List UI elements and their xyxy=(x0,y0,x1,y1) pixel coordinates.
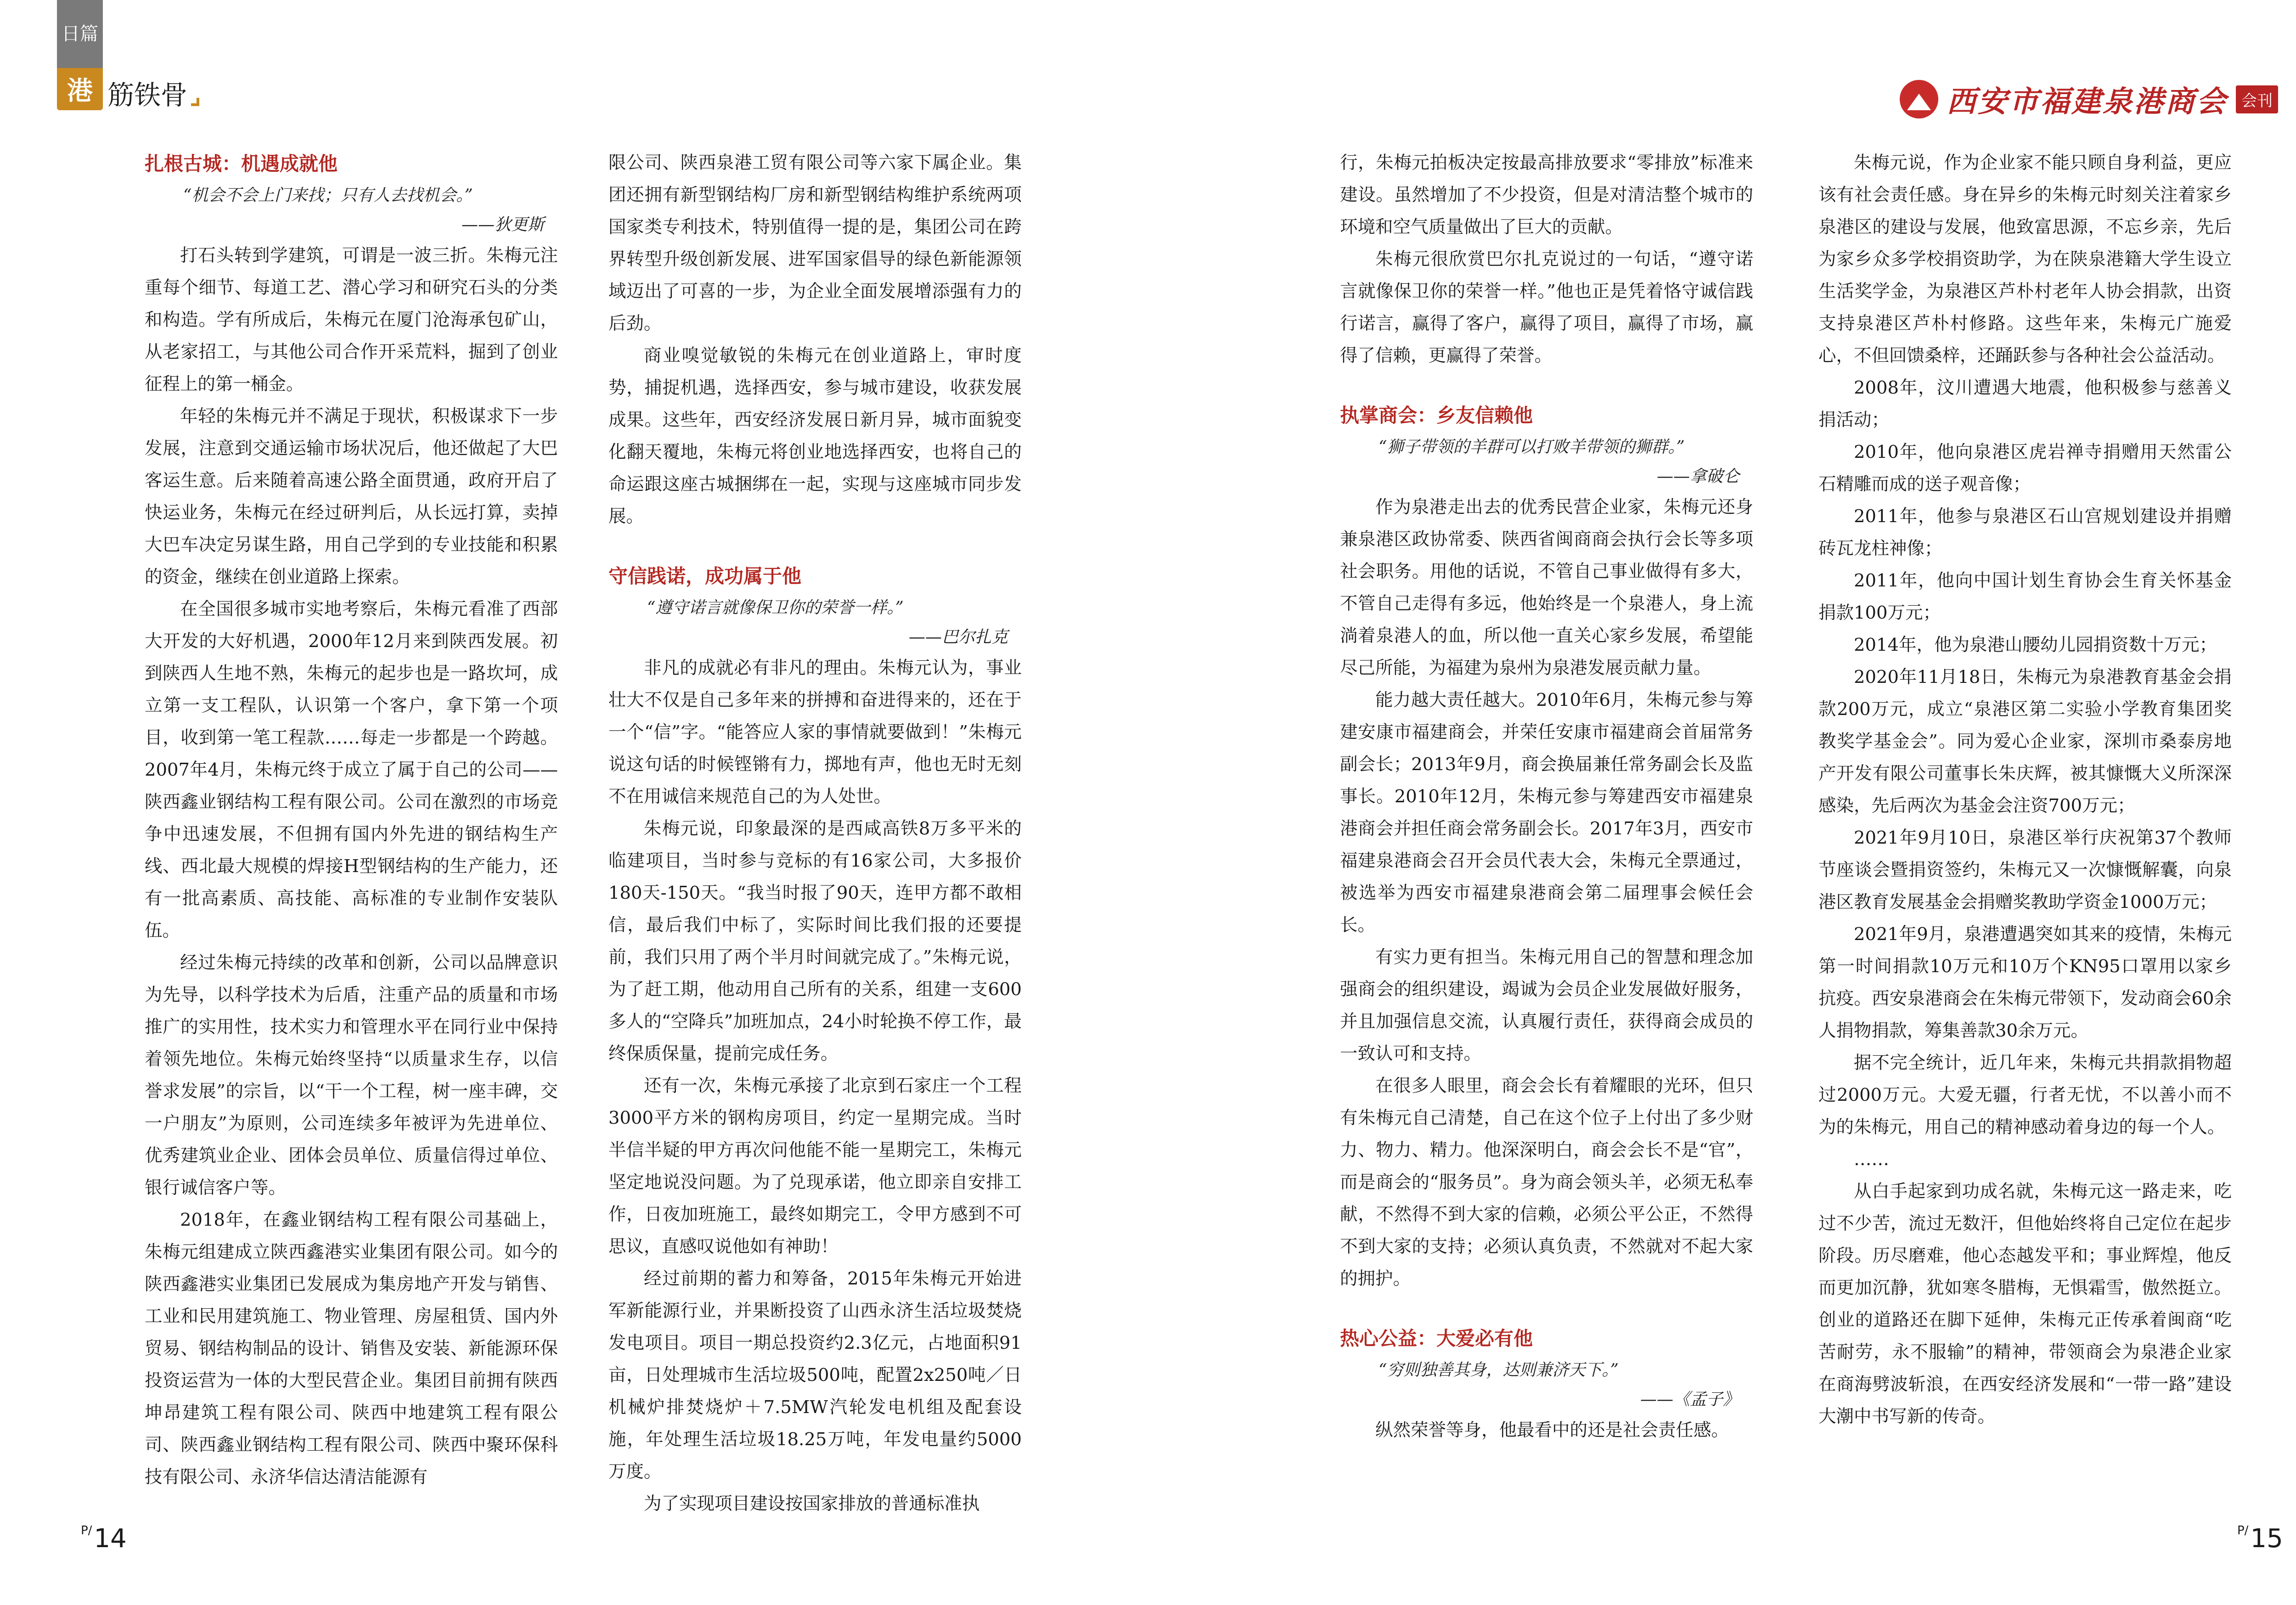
epigraph-attribution: ——《孟子》 xyxy=(1640,1390,1739,1409)
section-heading: 热心公益：大爱必有他 xyxy=(1340,1327,1533,1350)
body-paragraph: 在全国很多城市实地考察后，朱梅元看准了西部大开发的大好机遇，2000年12月来到陕西发展。初到陕西人生地不熟，朱梅元的起步也是一路坎坷，成立第一支工程队，认识第一个客户，拿下第一个项目，收到第一笔工程款……每走一步都是一个跨越。2007年4月，朱梅元终于成立了属于自己的公司——陕西鑫业钢结构工程有限公司。公司在激烈的市场竞争中迅速发展，不但拥有国内外先进的钢结构生产线、西北最大规模的焊接H型钢结构的生产能力，还有一批高素质、高技能、高标准的专业制作安装队伍。 xyxy=(145,599,558,941)
publication-badge: 会刊 xyxy=(2236,85,2278,113)
article-column-3 xyxy=(1340,147,1753,1447)
chamber-emblem-icon xyxy=(1900,80,1938,118)
body-paragraph: 2011年，他向中国计划生育协会生育关怀基金捐款100万元； xyxy=(1818,570,2232,623)
epigraph-quote: “狮子带领的羊群可以打败羊带领的狮群。” xyxy=(1379,438,1685,456)
body-paragraph: 还有一次，朱梅元承接了北京到石家庄一个工程3000平方米的钢构房项目，约定一星期完成。当时半信半疑的甲方再次问他能不能一星期完工，朱梅元坚定地说没问题。为了兑现承诺，他立即亲自安排工作，日夜加班施工，最终如期完工，令甲方感到不可思议，直感叹说他如有神助！ xyxy=(608,1076,1022,1257)
body-paragraph: 为了实现项目建设按国家排放的普通标准执 xyxy=(644,1493,980,1514)
body-paragraph: 2020年11月18日，朱梅元为泉港教育基金会捐款200万元，成立“泉港区第二实验小学教育集团奖教奖学基金会”。同为爱心企业家，深圳市桑泰房地产开发有限公司董事长朱庆辉，被其慷慨大义所深深感染，先后两次为基金会注资700万元； xyxy=(1818,667,2232,816)
body-paragraph: 据不完全统计，近几年来，朱梅元共捐款捐物超过2000万元。大爱无疆，行者无忧，不以善小而不为的朱梅元，用自己的精神感动着身边的每一个人。 xyxy=(1818,1053,2232,1138)
body-paragraph: 作为泉港走出去的优秀民营企业家，朱梅元还身兼泉港区政协常委、陕西省闽商商会执行会长等多项社会职务。用他的话说，不管自己事业做得有多大，不管自己走得有多远，他始终是一个泉港人，身上流淌着泉港人的血，所以他一直关心家乡发展，希望能尽己所能，为福建为泉州为泉港发展贡献力量。 xyxy=(1340,497,1753,678)
page-number-right-text: 15 xyxy=(2250,1524,2283,1554)
section-heading: 守信践诺，成功属于他 xyxy=(608,565,802,587)
body-paragraph: 纵然荣誉等身，他最看中的还是社会责任感。 xyxy=(1375,1420,1729,1441)
article-column-4 xyxy=(1818,147,2232,1433)
epigraph-attribution: ——拿破仑 xyxy=(1656,467,1739,486)
publication-name: 西安市福建泉港商会 xyxy=(1947,84,2228,119)
body-paragraph: 朱梅元说，作为企业家不能只顾自身利益，更应该有社会责任感。身在异乡的朱梅元时刻关注着家乡泉港区的建设与发展，他致富思源，不忘乡亲，先后为家乡众多学校捐资助学，为在陕泉港籍大学生设立生活奖学金，为泉港区芦朴村老年人协会捐款，出资支持泉港区芦朴村修路。这些年来，朱梅元广施爱心，不但回馈桑梓，还踊跃参与各种社会公益活动。 xyxy=(1818,152,2232,366)
body-paragraph: 经过前期的蓄力和筹备，2015年朱梅元开始进军新能源行业，并果断投资了山西永济生活垃圾焚烧发电项目。项目一期总投资约2.3亿元，占地面积91亩，日处理城市生活垃圾500吨，配置2x250吨／日机械炉排焚烧炉＋7.5MW汽轮发电机组及配套设施，年处理生活垃圾18.25万吨，年发电量约5000万度。 xyxy=(608,1268,1022,1482)
page-marker-icon: P/ xyxy=(81,1524,92,1537)
epigraph-quote: “机会不会上门来找；只有人去找机会。” xyxy=(183,186,473,205)
corner-mark-icon xyxy=(191,98,199,106)
magazine-logo-icon: 港 xyxy=(57,68,103,110)
body-paragraph: 从白手起家到功成名就，朱梅元这一路走来，吃过不少苦，流过无数汗，但他始终将自己定位在起步阶段。历尽磨难，他心态越发平和；事业辉煌，他反而更加沉静，犹如寒冬腊梅，无惧霜雪，傲然挺立。创业的道路还在脚下延伸，朱梅元正传承着闽商“吃苦耐劳，永不服输”的精神，带领商会为泉港企业家在商海劈波斩浪，在西安经济发展和“一带一路”建设大潮中书写新的传奇。 xyxy=(1818,1181,2232,1427)
publication-header xyxy=(1900,77,2278,121)
body-paragraph: 2008年，汶川遭遇大地震，他积极参与慈善义捐活动； xyxy=(1818,377,2232,430)
body-paragraph: 2011年，他参与泉港区石山宫规划建设并捐赠砖瓦龙柱神像； xyxy=(1818,506,2232,559)
body-paragraph: 能力越大责任越大。2010年6月，朱梅元参与筹建安康市福建商会，并荣任安康市福建商会首届常务副会长；2013年9月，商会换届兼任常务副会长及监事长。2010年12月，朱梅元参与筹建西安市福建泉港商会并担任商会常务副会长。2017年3月，西安市福建泉港商会召开会员代表大会，朱梅元全票通过，被选举为西安市福建泉港商会第二届理事会候任会长。 xyxy=(1340,690,1753,935)
body-paragraph: 商业嗅觉敏锐的朱梅元在创业道路上，审时度势，捕捉机遇，选择西安，参与城市建设，收获发展成果。这些年，西安经济发展日新月异，城市面貌变化翻天覆地，朱梅元将创业地选择西安，也将自己的命运跟这座古城捆绑在一起，实现与这座城市同步发展。 xyxy=(608,345,1022,527)
body-paragraph: 行，朱梅元拍板决定按最高排放要求“零排放”标准来建设。虽然增加了不少投资，但是对清洁整个城市的环境和空气质量做出了巨大的贡献。 xyxy=(1340,152,1753,237)
body-paragraph: 在很多人眼里，商会会长有着耀眼的光环，但只有朱梅元自己清楚，自己在这个位子上付出了多少财力、物力、精力。他深深明白，商会会长不是“官”，而是商会的“服务员”。身为商会领头羊，必须无私奉献，不然得不到大家的信赖，必须公平公正，不然得不到大家的支持；必须认真负责，不然就对不起大家的拥护。 xyxy=(1340,1076,1753,1289)
page-number-right xyxy=(2237,1524,2283,1554)
epigraph-attribution: ——巴尔扎克 xyxy=(908,628,1008,647)
page-marker-icon: P/ xyxy=(2237,1524,2249,1537)
body-paragraph: 限公司、陕西泉港工贸有限公司等六家下属企业。集团还拥有新型钢结构厂房和新型钢结构维护系统两项国家类专利技术，特别值得一提的是，集团公司在跨界转型升级创新发展、进军国家倡导的绿色新能源领域迈出了可喜的一步，为企业全面发展增添强有力的后劲。 xyxy=(608,152,1022,334)
article-column-1 xyxy=(145,147,558,1493)
body-paragraph: 2021年9月，泉港遭遇突如其来的疫情，朱梅元第一时间捐款10万元和10万个KN95口罩用以家乡抗疫。西安泉港商会在朱梅元带领下，发动商会60余人捐物捐款，筹集善款30余万元。 xyxy=(1818,924,2232,1041)
body-paragraph: 2021年9月10日，泉港区举行庆祝第37个教师节座谈会暨捐资签约，朱梅元又一次慷慨解囊，向泉港区教育发展基金会捐赠奖教助学资金1000万元； xyxy=(1818,828,2232,912)
body-paragraph: 2018年，在鑫业钢结构工程有限公司基础上，朱梅元组建成立陕西鑫港实业集团有限公司。如今的陕西鑫港实业集团已发展成为集房地产开发与销售、工业和民用建筑施工、物业管理、房屋租赁、国内外贸易、钢结构制品的设计、销售及安装、新能源环保投资运营为一体的大型民营企业。集团目前拥有陕西坤昂建筑工程有限公司、陕西中地建筑工程有限公司、陕西鑫业钢结构工程有限公司、陕西中聚环保科技有限公司、永济华信达清洁能源有 xyxy=(145,1210,558,1487)
epigraph-quote: “遵守诺言就像保卫你的荣誉一样。” xyxy=(647,598,904,617)
body-paragraph: 打石头转到学建筑，可谓是一波三折。朱梅元注重每个细节、每道工艺、潜心学习和研究石头的分类和构造。学有所成后，朱梅元在厦门沧海承包矿山，从老家招工，与其他公司合作开采荒料，掘到了创业征程上的第一桶金。 xyxy=(145,245,558,394)
page-number-left xyxy=(81,1524,127,1554)
section-label-text: 筋铁骨 xyxy=(107,79,188,111)
body-paragraph: 2010年，他向泉港区虎岩禅寺捐赠用天然雷公石精雕而成的送子观音像； xyxy=(1818,442,2232,495)
body-paragraph: 非凡的成就必有非凡的理由。朱梅元认为，事业壮大不仅是自己多年来的拼搏和奋进得来的，还在于一个“信”字。“能答应人家的事情就要做到！”朱梅元说这句话的时候铿锵有力，掷地有声，他也无时无刻不在用诚信来规范自己的为人处世。 xyxy=(608,658,1022,807)
section-tab-text: 日篇 xyxy=(62,23,98,45)
body-paragraph: …… xyxy=(1854,1149,1889,1170)
page-number-left-text: 14 xyxy=(94,1524,127,1554)
body-paragraph: 有实力更有担当。朱梅元用自己的智慧和理念加强商会的组织建设，竭诚为会员企业发展做好服务，并且加强信息交流，认真履行责任，获得商会成员的一致认可和支持。 xyxy=(1340,947,1753,1064)
epigraph-quote: “穷则独善其身，达则兼济天下。” xyxy=(1379,1361,1619,1380)
section-heading: 扎根古城：机遇成就他 xyxy=(145,152,338,175)
body-paragraph: 朱梅元很欣赏巴尔扎克说过的一句话，“遵守诺言就像保卫你的荣誉一样。”他也正是凭着恪守诚信践行诺言，赢得了客户，赢得了项目，赢得了市场，赢得了信赖，更赢得了荣誉。 xyxy=(1340,249,1753,366)
body-paragraph: 2014年，他为泉港山腰幼儿园捐资数十万元； xyxy=(1854,635,2217,655)
section-label xyxy=(107,73,199,112)
section-heading: 执掌商会：乡友信赖他 xyxy=(1340,404,1533,427)
body-paragraph: 经过朱梅元持续的改革和创新，公司以品牌意识为先导，以科学技术为后盾，注重产品的质量和市场推广的实用性，技术实力和管理水平在同行业中保持着领先地位。朱梅元始终坚持“以质量求生存，以信誉求发展”的宗旨，以“干一个工程，树一座丰碑，交一户朋友”为原则，公司连续多年被评为先进单位、优秀建筑业企业、团体会员单位、质量信得过单位、银行诚信客户等。 xyxy=(145,952,558,1198)
article-column-2 xyxy=(608,147,1022,1520)
body-paragraph: 年轻的朱梅元并不满足于现状，积极谋求下一步发展，注意到交通运输市场状况后，他还做起了大巴客运生意。后来随着高速公路全面贯通，政府开启了快运业务，朱梅元在经过研判后，从长远打算，卖掉大巴车决定另谋生路，用自己学到的专业技能和积累的资金，继续在创业道路上探索。 xyxy=(145,406,558,587)
body-paragraph: 朱梅元说，印象最深的是西咸高铁8万多平米的临建项目，当时参与竞标的有16家公司，大多报价180天-150天。“我当时报了90天，连甲方都不敢相信，最后我们中标了，实际时间比我们报的还要提前，我们只用了两个半月时间就完成了。”朱梅元说，为了赶工期，他动用自己所有的关系，组建一支600多人的“空降兵”加班加点，24小时轮换不停工作，最终保质保量，提前完成任务。 xyxy=(608,818,1022,1064)
epigraph-attribution: ——狄更斯 xyxy=(461,215,544,234)
